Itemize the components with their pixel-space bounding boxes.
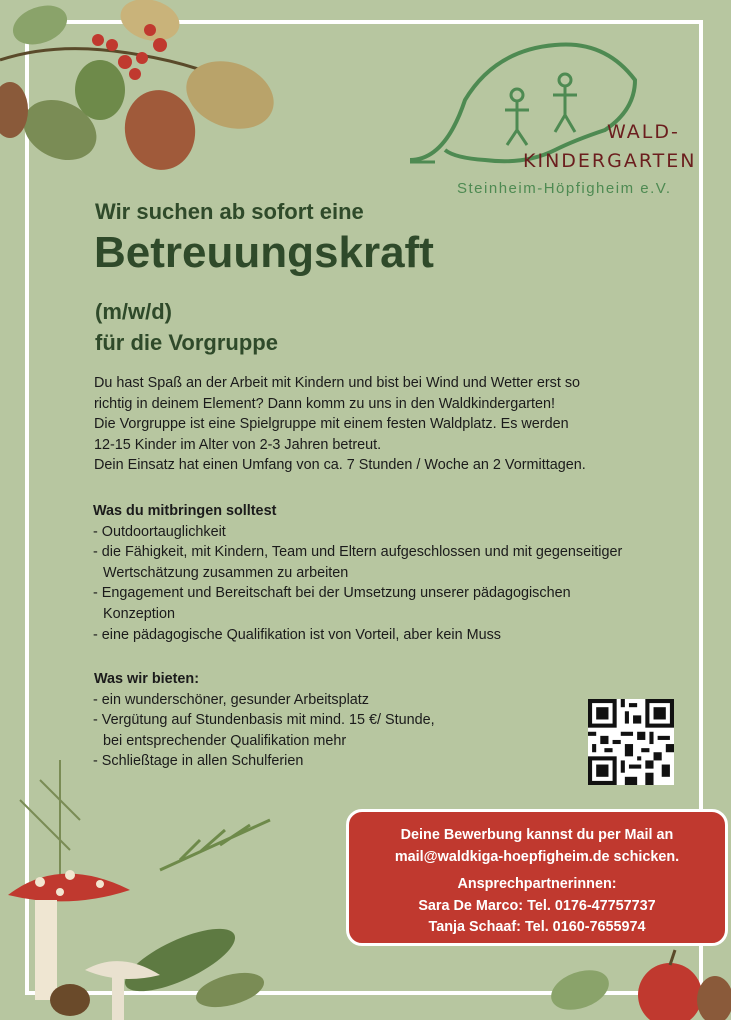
intro-line: Dein Einsatz hat einen Umfang von ca. 7 Stunden / Woche an 2 Vormittagen. [94, 457, 586, 474]
requirement-line: Konzeption [103, 605, 176, 622]
requirements-section [93, 501, 693, 645]
requirement-line: Wertschätzung zusammen zu arbeiten [103, 564, 349, 581]
requirement-line: - Outdoortauglichkeit [93, 523, 226, 540]
intro-line: Die Vorgruppe ist eine Spielgruppe mit einem festen Waldplatz. Es werden [94, 416, 569, 433]
qr-code[interactable] [588, 699, 674, 785]
logo-line-1: WALD- [607, 121, 680, 143]
contact-line-3: Ansprechpartnerinnen: [457, 876, 617, 892]
contact-phone-2[interactable]: Tanja Schaaf: Tel. 0160-7655974 [428, 919, 646, 935]
offer-line: - Schließtage in allen Schulferien [93, 753, 304, 770]
apple-illustration-bottom-right [540, 940, 731, 1020]
contact-line-1: Deine Bewerbung kannst du per Mail an [400, 827, 674, 843]
logo-line-2: KINDERGARTEN [523, 150, 697, 172]
requirements-title: Was du mitbringen solltest [93, 503, 277, 519]
offers-title: Was wir bieten: [94, 671, 200, 687]
offer-line: bei entsprechender Qualifikation mehr [103, 732, 347, 749]
requirement-line: - eine pädagogische Qualifikation ist von Vorteil, aber kein Muss [93, 626, 501, 643]
leaves-illustration-top-left [0, 0, 290, 180]
headline-gender: (m/w/d) [95, 299, 172, 324]
headline-title: Betreuungskraft [94, 228, 434, 277]
contact-phone-1[interactable]: Sara De Marco: Tel. 0176-47757737 [418, 898, 656, 914]
contact-email[interactable]: mail@waldkiga-hoepfigheim.de schicken. [394, 849, 680, 865]
intro-line: richtig in deinem Element? Dann komm zu uns in den Waldkindergarten! [94, 395, 555, 412]
mushroom-illustration-bottom-left [0, 760, 290, 1020]
requirement-line: - Engagement und Bereitschaft bei der Umsetzung unserer pädagogischen [93, 585, 571, 602]
contact-box [346, 809, 728, 946]
headline-intro: Wir suchen ab sofort eine [95, 199, 364, 224]
intro-paragraph [94, 373, 654, 476]
offer-line: - Vergütung auf Stundenbasis mit mind. 15 €/ Stunde, [93, 712, 435, 729]
intro-line: 12-15 Kinder im Alter von 2-3 Jahren betreut. [94, 436, 382, 453]
logo-line-3: Steinheim-Höpfigheim e.V. [457, 180, 672, 197]
intro-line: Du hast Spaß an der Arbeit mit Kindern und bist bei Wind und Wetter erst so [94, 375, 581, 391]
headline-group: für die Vorgruppe [95, 330, 278, 355]
offer-line: - ein wunderschöner, gesunder Arbeitsplatz [93, 691, 369, 708]
requirement-line: - die Fähigkeit, mit Kindern, Team und Eltern aufgeschlossen und mit gegenseitiger [93, 544, 623, 561]
kindergarten-logo [405, 40, 690, 200]
